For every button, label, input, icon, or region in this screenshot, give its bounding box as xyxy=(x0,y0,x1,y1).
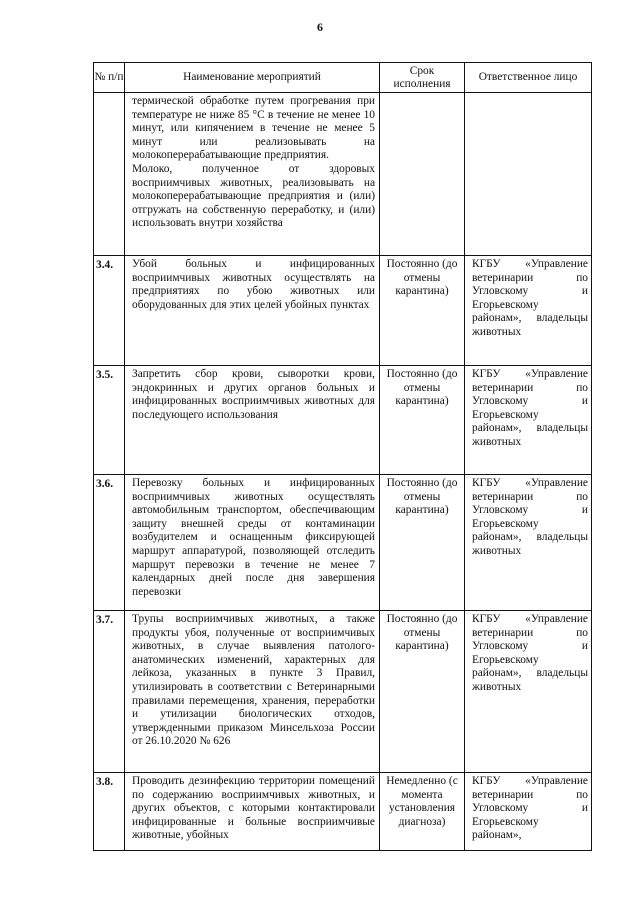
measures-table xyxy=(93,62,592,851)
row-number: 3.5. xyxy=(94,366,125,475)
table-row xyxy=(94,475,592,611)
measure-paragraph: термической обработке путем прогревания при температуре не ниже 85 °С в течение не менее 10 минут, или кипячением в течение не менее 5 минут или реализовывать на молокоперерабатывающие предприятия. xyxy=(132,95,375,162)
header-name: Наименование мероприятий xyxy=(125,63,380,93)
table-row xyxy=(94,256,592,366)
measure-paragraph: Проводить дезинфекцию территории помещений по содержанию восприимчивых животных, и других объектов, с которыми контактировали инфицированные и больные восприимчивые животные, убойных xyxy=(132,775,375,842)
table-row xyxy=(94,93,592,256)
row-responsible: КГБУ «Управление ветеринарии по Угловскому и Егорьевскому районам», xyxy=(465,773,592,851)
row-term: Немедленно (с момента установления диагноза) xyxy=(380,773,465,851)
measure-paragraph: Убой больных и инфицированных восприимчивых животных осуществлять на предприятиях по убою животных или оборудованных для этих целей убойных пунктах xyxy=(132,258,375,311)
row-measure xyxy=(125,93,380,256)
row-term: Постоянно (до отмены карантина) xyxy=(380,611,465,773)
row-number: 3.6. xyxy=(94,475,125,611)
measure-paragraph: Запретить сбор крови, сыворотки крови, эндокринных и других органов больных и инфицированных восприимчивых животных для последующего использования xyxy=(132,368,375,421)
row-term: Постоянно (до отмены карантина) xyxy=(380,366,465,475)
header-responsible: Ответственное лицо xyxy=(465,63,592,93)
measure-paragraph: Молоко, полученное от здоровых восприимчивых животных, реализовывать на молокоперерабатывающие предприятия и (или) отгружать на собственную переработку, и (или) использовать внутри хозяйства xyxy=(132,162,375,230)
row-measure xyxy=(125,611,380,773)
row-responsible: КГБУ «Управление ветеринарии по Угловскому и Егорьевскому районам», владельцы животных xyxy=(465,475,592,611)
row-measure xyxy=(125,366,380,475)
row-measure xyxy=(125,773,380,851)
header-term: Срок исполнения xyxy=(380,63,465,93)
table-header-row xyxy=(94,63,592,93)
row-responsible: КГБУ «Управление ветеринарии по Угловскому и Егорьевскому районам», владельцы животных xyxy=(465,256,592,366)
row-measure xyxy=(125,475,380,611)
row-number: 3.7. xyxy=(94,611,125,773)
measure-paragraph: Перевозку больных и инфицированных восприимчивых животных осуществлять автомобильным транспортом, обеспечивающим защиту внешней среды от контаминации возбудителем и оснащенным фиксирующей маршрут аппаратурой, позволяющей отследить маршрут перевозки в течение не менее 7 календарных дней после дня завершения перевозки xyxy=(132,477,375,598)
row-measure xyxy=(125,256,380,366)
table-row xyxy=(94,366,592,475)
row-number xyxy=(94,93,125,256)
table-row xyxy=(94,611,592,773)
row-number: 3.8. xyxy=(94,773,125,851)
row-responsible: КГБУ «Управление ветеринарии по Угловскому и Егорьевскому районам», владельцы животных xyxy=(465,611,592,773)
header-num: № п/п xyxy=(94,63,125,93)
row-responsible xyxy=(465,93,592,256)
row-term: Постоянно (до отмены карантина) xyxy=(380,256,465,366)
page-number: 6 xyxy=(317,20,323,34)
row-term xyxy=(380,93,465,256)
row-number: 3.4. xyxy=(94,256,125,366)
row-responsible: КГБУ «Управление ветеринарии по Угловскому и Егорьевскому районам», владельцы животных xyxy=(465,366,592,475)
measure-paragraph: Трупы восприимчивых животных, а также продукты убоя, полученные от восприимчивых животных, в случае выявления патолого-анатомических изменений, характерных для лейкоза, указанных в пункте 3 Правил, утилизировать в соответствии с Ветеринарными правилами перемещения, хранения, переработки и утилизации биологических отходов, утвержденными приказом Минсельхоза России от 26.10.2020 № 626 xyxy=(132,613,375,748)
row-term: Постоянно (до отмены карантина) xyxy=(380,475,465,611)
table-row xyxy=(94,773,592,851)
